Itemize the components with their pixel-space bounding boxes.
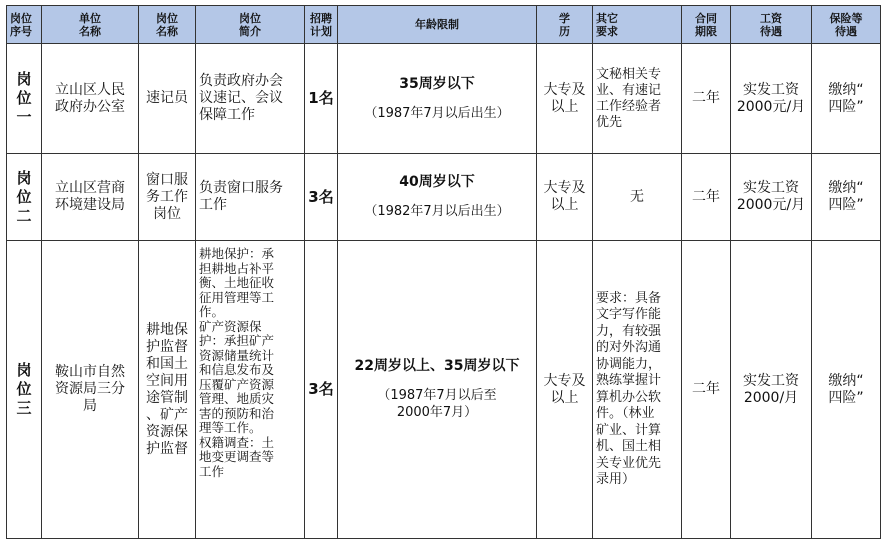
header-seq: 岗位 序号 [7,6,42,44]
row-position: 窗口服 务工作 岗位 [139,154,196,241]
birth-range: （1987年7月以后至 2000年7月） [377,388,497,420]
header-contract: 合同 期限 [682,6,731,44]
header-position: 岗位 名称 [139,6,196,44]
header-salary: 工资 待遇 [731,6,812,44]
row-insurance: 缴纳“ 四险” [812,154,881,241]
row-seq: 岗 位 三 [7,241,42,539]
row-age [338,154,537,241]
header-age: 年龄限制 [338,6,537,44]
row-edu: 大专及 以上 [537,154,593,241]
header-edu: 学 历 [537,6,593,44]
header-row [7,6,881,44]
row-edu: 大专及 以上 [537,44,593,154]
table-row [7,241,881,539]
age-limit: 22周岁以上、35周岁以下 [354,358,520,374]
row-contract: 二年 [682,241,731,539]
header-insurance: 保险等 待遇 [812,6,881,44]
row-position: 耕地保 护监督 和国土 空间用 途管制 、矿产 资源保 护监督 [139,241,196,539]
row-other: 要求：具备 文字写作能 力，有较强 的对外沟通 协调能力， 熟练掌握计 算机办公软 件。（林业 矿业、计算 机、国土相 关专业优先 录用） [593,241,682,539]
row-age [338,44,537,154]
age-limit: 35周岁以下 [399,75,475,92]
row-other: 文秘相关专 业、有速记 工作经验者 优先 [593,44,682,154]
row-seq: 岗 位 二 [7,154,42,241]
row-contract: 二年 [682,44,731,154]
table-row [7,44,881,154]
row-seq: 岗 位 一 [7,44,42,154]
row-plan: 1名 [305,44,338,154]
row-unit: 鞍山市自然 资源局三分 局 [42,241,139,539]
row-age [338,241,537,539]
birth-range: （1987年7月以后出生） [364,105,510,121]
header-plan: 招聘 计划 [305,6,338,44]
recruitment-table [6,5,881,539]
row-intro: 耕地保护：承 担耕地占补平 衡、土地征收 征用管理等工 作。 矿产资源保 护：承担矿产 资源储量统计 和信息发布及 压覆矿产资源 管理、地质灾 害的预防和治 理等工作。 权籍调查：土 地变更调查等 工作 [196,241,305,539]
age-limit: 40周岁以下 [399,174,475,190]
row-insurance: 缴纳“ 四险” [812,241,881,539]
row-intro: 负责窗口服务 工作 [196,154,305,241]
header-intro: 岗位 简介 [196,6,305,44]
row-other: 无 [593,154,682,241]
row-plan: 3名 [305,241,338,539]
table-row [7,154,881,241]
header-other: 其它 要求 [593,6,682,44]
row-intro: 负责政府办会 议速记、会议 保障工作 [196,44,305,154]
row-edu: 大专及 以上 [537,241,593,539]
row-salary: 实发工资 2000元/月 [731,44,812,154]
row-position: 速记员 [139,44,196,154]
row-salary: 实发工资 2000/月 [731,241,812,539]
header-unit: 单位 名称 [42,6,139,44]
row-insurance: 缴纳“ 四险” [812,44,881,154]
row-unit: 立山区营商 环境建设局 [42,154,139,241]
row-salary: 实发工资 2000元/月 [731,154,812,241]
row-contract: 二年 [682,154,731,241]
birth-range: （1982年7月以后出生） [364,204,510,219]
row-plan: 3名 [305,154,338,241]
row-unit: 立山区人民 政府办公室 [42,44,139,154]
